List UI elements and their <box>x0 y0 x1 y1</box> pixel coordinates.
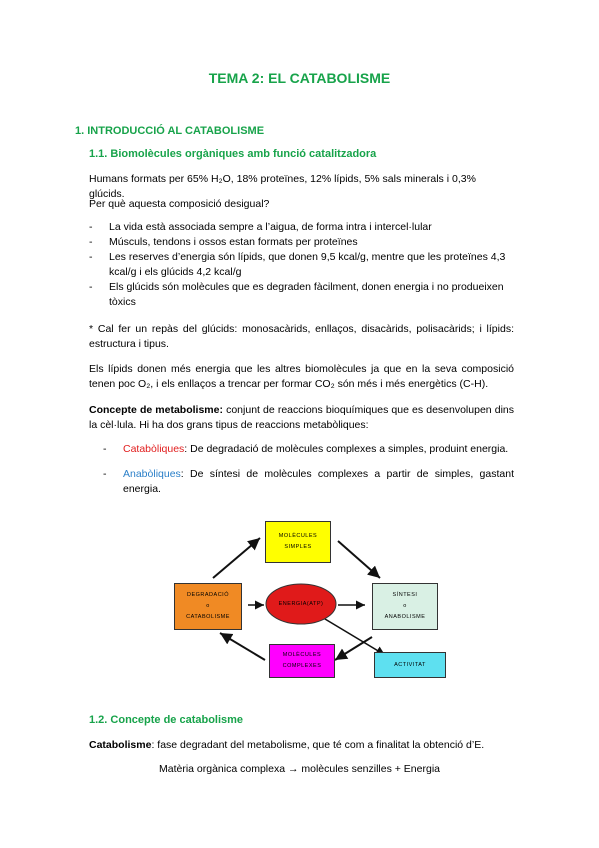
arrow-synthesis-to-complex <box>335 637 372 660</box>
arrow-simple-to-synthesis <box>338 541 380 578</box>
arrow-complex-to-degradation <box>220 633 265 660</box>
list-item: - Anabòliques: De síntesi de molècules complexes a partir de simples, gastant energia. <box>103 468 514 495</box>
catabolism-equation: Matèria orgànica complexa → molècules senzilles + Energia <box>158 763 440 775</box>
list-item: - La vida està associada sempre a l’aigua, de forma intra i intercel·lular <box>89 221 432 233</box>
catabolism-definition: Catabolisme: fase degradant del metabolisme, que té com a finalitat la obtenció d’E. <box>89 739 485 751</box>
degradation-box: DEGRADACIÓ o CATABOLISME <box>174 583 242 630</box>
concept-text: conjunt de reaccions bioquímiques que es desenvolupen dins la cèl·lula. Hi ha dos grans tipus de reaccions metabòliques: <box>89 404 514 431</box>
concept-label: Concepte de metabolisme: <box>89 404 223 416</box>
section-heading: 1. INTRODUCCIÓ AL CATABOLISME <box>75 125 265 137</box>
note-paragraph: * Cal fer un repàs del glúcids: monosacàrids, enllaços, disacàrids, polisacàrids; i lípids: estructura i tipus. <box>89 323 514 350</box>
list-item: - Els glúcids són molècules que es degraden fàcilment, donen energia i no produeixen tòxics <box>89 281 504 308</box>
composition-paragraph: Humans formats per 65% H₂O, 18% proteïnes, 12% lípids, 5% sals minerals i 0,3% glúcids. <box>89 173 476 200</box>
arrow-degradation-to-simple <box>213 538 260 578</box>
complex-molecules-box: MOLÈCULES COMPLEXES <box>269 644 335 678</box>
synthesis-box: SÍNTESI o ANABOLISME <box>372 583 438 630</box>
list-item: - Les reserves d’energia són lípids, que donen 9,5 kcal/g, mentre que les proteïnes 4,3 kcal/g i els glúcids 4,2 kcal/g <box>89 251 506 278</box>
energy-label: ENERGIA(ATP) <box>278 600 324 607</box>
list-item: - Músculs, tendons i ossos estan formats per proteïnes <box>89 236 358 248</box>
list-item: - Catabòliques: De degradació de molècules complexes a simples, produint energia. <box>103 443 509 455</box>
page-title: TEMA 2: EL CATABOLISME <box>208 70 391 86</box>
question-paragraph: Per què aquesta composició desigual? <box>89 198 270 210</box>
activity-box: ACTIVITAT <box>374 652 446 678</box>
subsection-heading: 1.1. Biomolècules orgàniques amb funció catalitzadora <box>89 148 377 160</box>
subsection-heading: 1.2. Concepte de catabolisme <box>89 714 244 726</box>
simple-molecules-box: MOLÈCULES SIMPLES <box>265 521 331 563</box>
lipids-paragraph: Els lípids donen més energia que les altres biomolècules ja que en la seva composició tenen poc O₂, i els enllaços a trencar per formar CO₂ són més i més energètics (C-H). <box>89 363 514 390</box>
